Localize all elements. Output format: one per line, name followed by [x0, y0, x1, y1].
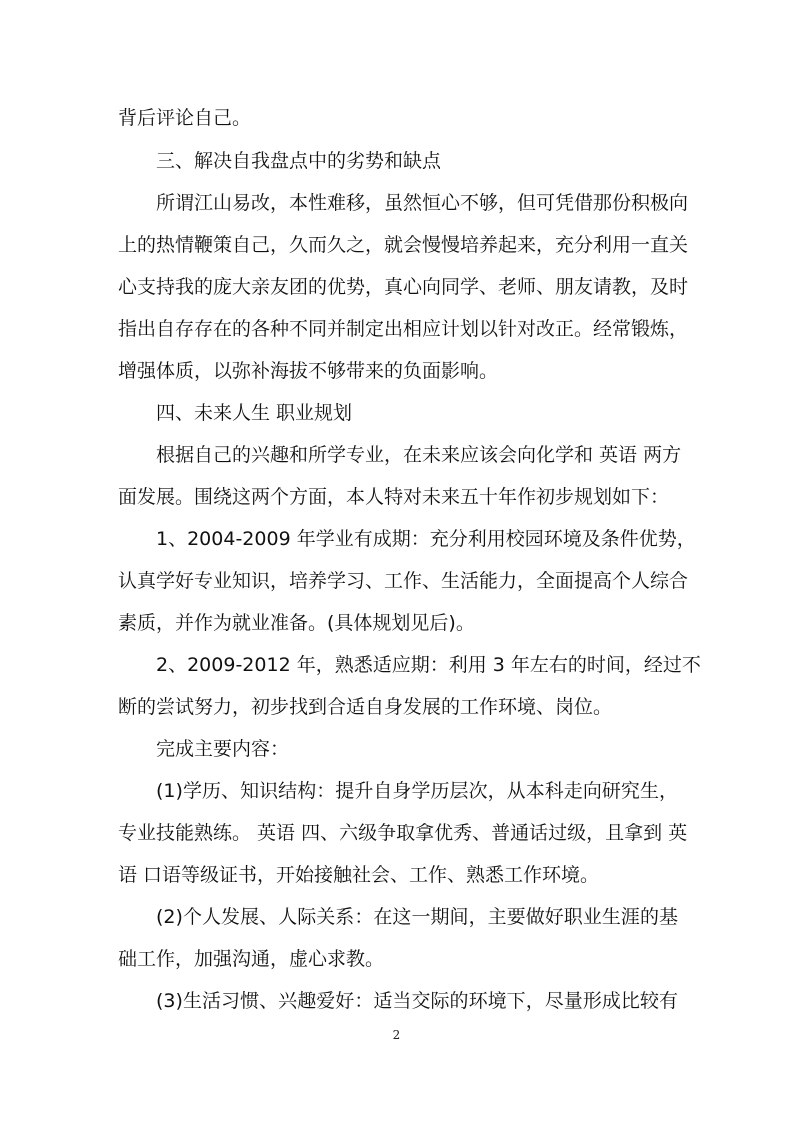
section-heading: 三、解决自我盘点中的劣势和缺点 — [156, 150, 442, 172]
page-number: 2 — [392, 1028, 401, 1042]
text-line: 指出自存存在的各种不同并制定出相应计划以针对改正。经常锻炼， — [118, 318, 689, 340]
text-line: 上的热情鞭策自己，久而久之，就会慢慢培养起来，充分利用一直关 — [118, 234, 689, 256]
text-line: 根据自己的兴趣和所学专业，在未来应该会向化学和 英语 两方 — [156, 444, 682, 466]
text-line: 1、2004-2009 年学业有成期：充分利用校园环境及条件优势， — [156, 528, 696, 550]
text-line: 础工作，加强沟通，虚心求教。 — [118, 948, 385, 970]
text-line: 2、2009-2012 年，熟悉适应期：利用 3 年左右的时间，经过不 — [156, 654, 701, 676]
text-line: 断的尝试努力，初步找到合适自身发展的工作环境、岗位。 — [118, 696, 613, 718]
text-line: 所谓江山易改，本性难移，虽然恒心不够，但可凭借那份积极向 — [156, 192, 689, 214]
text-line: 面发展。围绕这两个方面，本人特对未来五十年作初步规划如下： — [118, 486, 670, 508]
text-line: 背后评论自己。 — [118, 107, 252, 129]
section-heading: 四、未来人生 职业规划 — [156, 402, 353, 424]
text-line: 素质，并作为就业准备。(具体规划见后)。 — [118, 612, 475, 634]
text-line: 专业技能熟练。 英语 四、六级争取拿优秀、普通话过级，且拿到 英 — [118, 822, 688, 844]
text-line: 认真学好专业知识，培养学习、工作、生活能力，全面提高个人综合 — [118, 570, 689, 592]
text-line: (1)学历、知识结构：提升自身学历层次，从本科走向研究生， — [156, 780, 678, 802]
text-line: 增强体质，以弥补海拔不够带来的负面影响。 — [118, 360, 499, 382]
text-line: 完成主要内容： — [156, 738, 290, 760]
text-line: (2)个人发展、人际关系：在这一期间，主要做好职业生涯的基 — [156, 906, 678, 928]
text-line: 心支持我的庞大亲友团的优势，真心向同学、老师、朋友请教，及时 — [118, 276, 689, 298]
text-line: 语 口语等级证书，开始接触社会、工作、熟悉工作环境。 — [118, 864, 600, 886]
text-line: (3)生活习惯、兴趣爱好：适当交际的环境下，尽量形成比较有 — [156, 990, 678, 1012]
